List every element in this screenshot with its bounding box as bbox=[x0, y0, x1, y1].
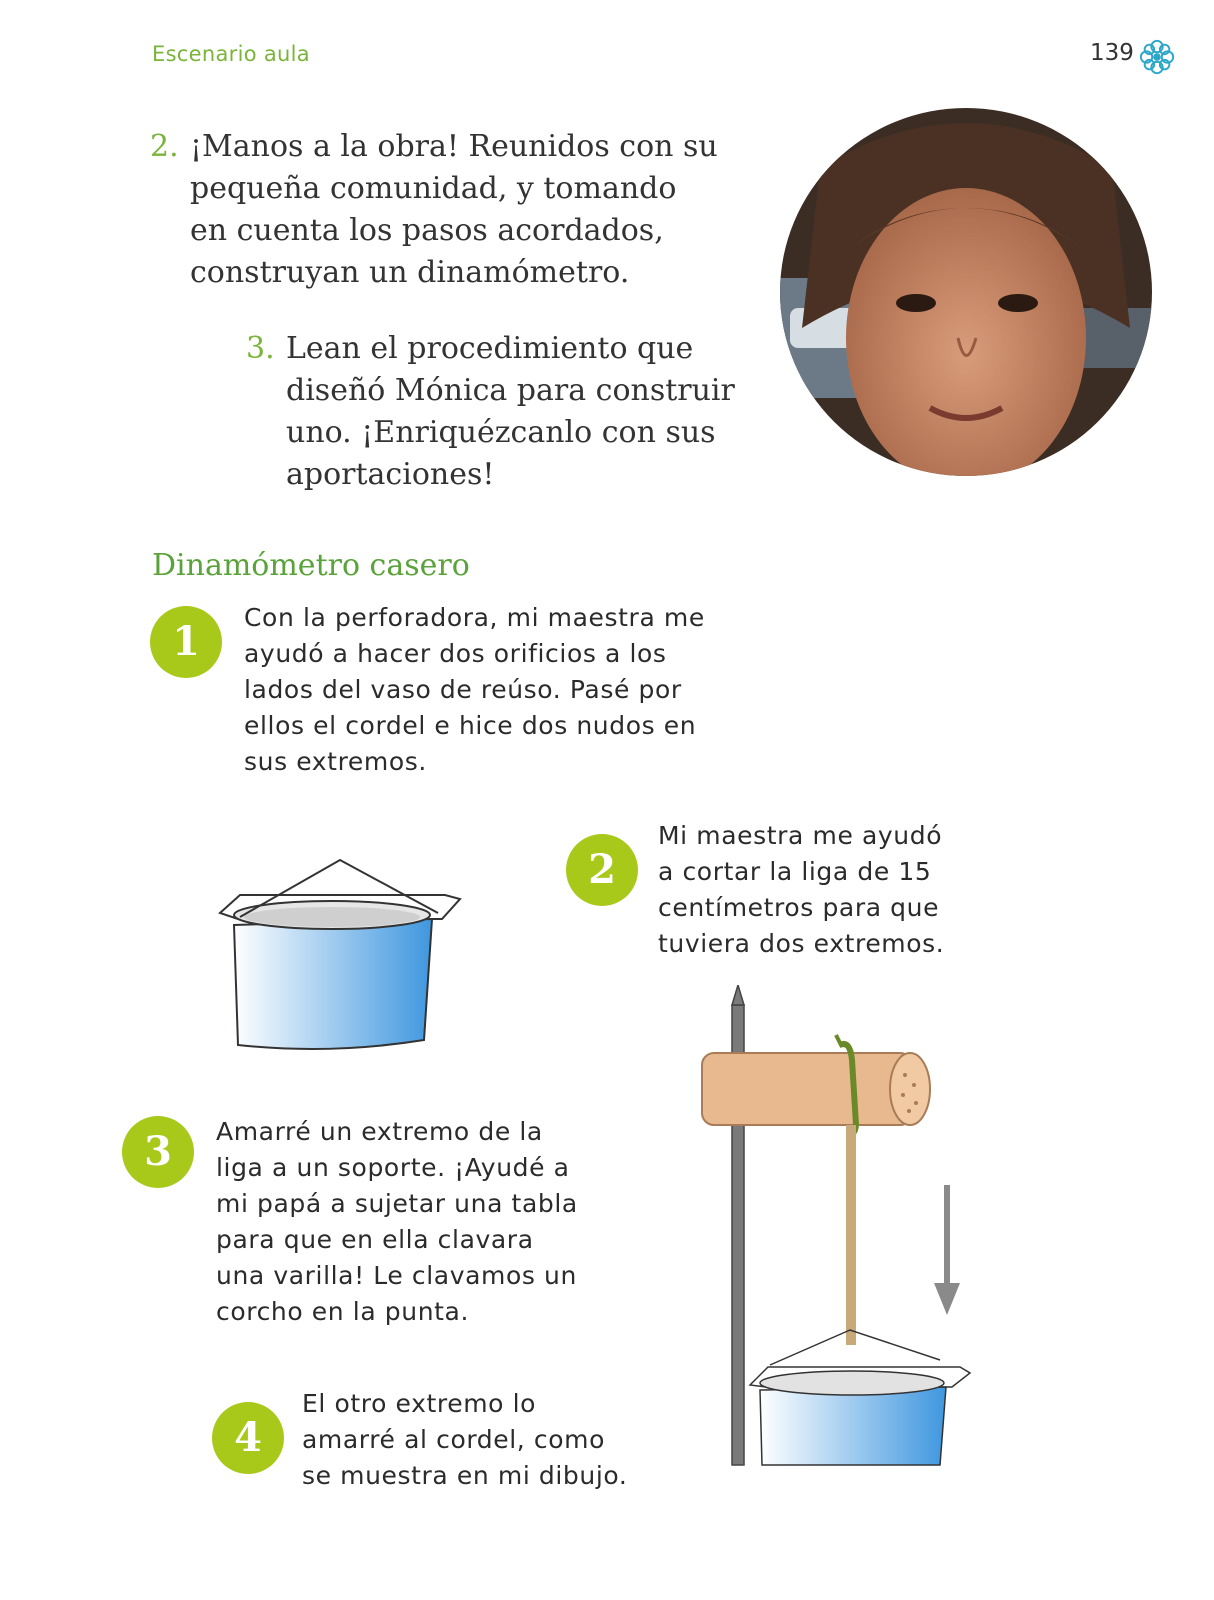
step-4-badge: 4 bbox=[212, 1402, 284, 1474]
step-line: Amarré un extremo de la bbox=[216, 1117, 543, 1146]
step-line: Con la perforadora, mi maestra me bbox=[244, 603, 705, 632]
step-2-badge: 2 bbox=[566, 834, 638, 906]
instruction-line: ¡Manos a la obra! Reunidos con su bbox=[190, 129, 718, 164]
cork bbox=[702, 1053, 930, 1125]
step-1-badge: 1 bbox=[150, 606, 222, 678]
section-subtitle: Dinamómetro casero bbox=[152, 548, 470, 583]
step-line: tuviera dos extremos. bbox=[658, 929, 945, 958]
step-line: una varilla! Le clavamos un bbox=[216, 1261, 577, 1290]
step-line: se muestra en mi dibujo. bbox=[302, 1461, 628, 1490]
string bbox=[846, 1125, 856, 1345]
step-line: Mi maestra me ayudó bbox=[658, 821, 943, 850]
instruction-line: en cuenta los pasos acordados, bbox=[190, 213, 664, 248]
instruction-line: pequeña comunidad, y tomando bbox=[190, 171, 677, 206]
step-2-text bbox=[658, 818, 944, 962]
step-3-text bbox=[216, 1114, 578, 1330]
step-line: ayudó a hacer dos orificios a los bbox=[244, 639, 667, 668]
flower-logo-icon bbox=[1138, 38, 1176, 76]
step-line: ellos el cordel e hice dos nudos en bbox=[244, 711, 697, 740]
instruction-line: construyan un dinamómetro. bbox=[190, 255, 630, 290]
instruction-line: uno. ¡Enriquézcanlo con sus bbox=[286, 415, 716, 450]
instruction-number: 3. bbox=[246, 331, 275, 366]
step-line: lados del vaso de reúso. Pasé por bbox=[244, 675, 682, 704]
step-line: para que en ella clavara bbox=[216, 1225, 534, 1254]
step-line: sus extremos. bbox=[244, 747, 427, 776]
step-line: amarré al cordel, como bbox=[302, 1425, 605, 1454]
girl-photo bbox=[780, 108, 1152, 476]
instruction-line: aportaciones! bbox=[286, 457, 495, 492]
cup-illustration bbox=[210, 855, 470, 1065]
instruction-line: Lean el procedimiento que bbox=[286, 331, 694, 366]
step-line: liga a un soporte. ¡Ayudé a bbox=[216, 1153, 570, 1182]
step-line: a cortar la liga de 15 bbox=[658, 857, 932, 886]
instruction-text bbox=[190, 126, 718, 294]
dynamometer-illustration bbox=[690, 985, 1010, 1475]
instruction-text bbox=[286, 328, 735, 496]
down-arrow-icon bbox=[934, 1185, 960, 1315]
step-line: corcho en la punta. bbox=[216, 1297, 470, 1326]
step-3-badge: 3 bbox=[122, 1116, 194, 1188]
step-1-text bbox=[244, 600, 705, 780]
step-line: centímetros para que bbox=[658, 893, 940, 922]
step-4-text bbox=[302, 1386, 627, 1494]
step-line: El otro extremo lo bbox=[302, 1389, 537, 1418]
instruction-line: diseñó Mónica para construir bbox=[286, 373, 735, 408]
step-line: mi papá a sujetar una tabla bbox=[216, 1189, 578, 1218]
section-label: Escenario aula bbox=[152, 42, 310, 66]
page-number: 139 bbox=[1090, 40, 1134, 66]
instruction-number: 2. bbox=[150, 129, 179, 164]
